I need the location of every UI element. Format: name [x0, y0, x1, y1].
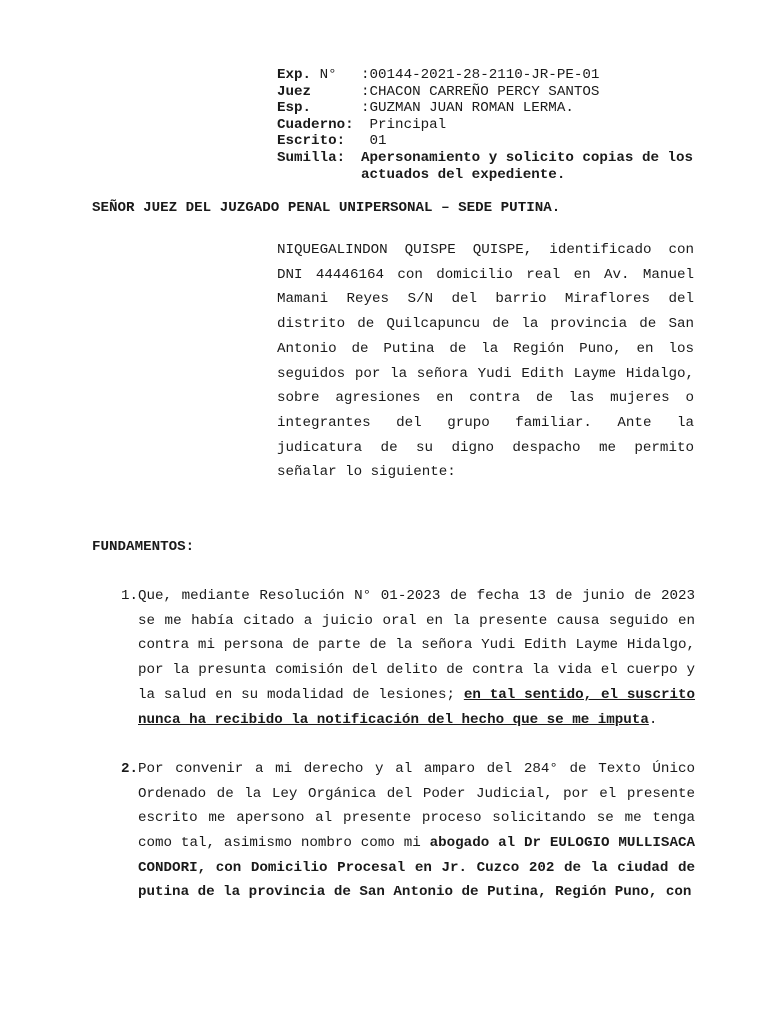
list-item-number: 1.: [120, 588, 138, 604]
header-row-cuaderno: [277, 117, 697, 134]
emphasis-text: en tal sentido, el suscrito nunca ha recibido la notificación del hecho que se me imputa: [138, 686, 696, 728]
header-row-juez: [277, 84, 697, 101]
header-row-sumilla: [277, 150, 697, 183]
list-item: [92, 584, 695, 732]
cuaderno-label: Cuaderno:: [277, 116, 354, 133]
escrito-value: 01: [361, 133, 387, 150]
addressee-line: SEÑOR JUEZ DEL JUZGADO PENAL UNIPERSONAL – SEDE PUTINA.: [92, 200, 561, 216]
section-title-fundamentos: FUNDAMENTOS:: [92, 539, 195, 555]
header-row-esp: [277, 100, 697, 117]
sumilla-value: Apersonamiento y solicito copias de los actuados del expediente.: [361, 149, 694, 183]
exp-label-suffix: N°: [311, 67, 337, 83]
intro-paragraph: NIQUEGALINDON QUISPE QUISPE, identificado con DNI 44446164 con domicilio real en Av. Manuel Mamani Reyes S/N del barrio Miraflores del distrito de Quilcapuncu de la provincia de San Antonio de Putina de la Región Puno, en los seguidos por la señora Yudi Edith Layme Hidalgo, sobre agresiones en contra de las mujeres o integrantes del grupo familiar. Ante la judicatura de su digno despacho me permito señalar lo siguiente:: [277, 242, 694, 481]
header-row-exp: [277, 67, 697, 84]
list-item-text: Por convenir a mi derecho y al amparo del 284° de Texto Único Ordenado de la Ley Orgánica del Poder Judicial, por el presente escrito me apersono al presente proceso solicitando se me tenga como tal, asimismo nombro como mi abogado al Dr EULOGIO MULLISACA CONDORI, con Domicilio Procesal en Jr. Cuzco 202 de la ciudad de putina de la provincia de San Antonio de Putina, Región Puno, con: [138, 760, 695, 901]
cuaderno-value: Principal: [361, 116, 447, 133]
fundamentos-list: [92, 584, 695, 905]
header-row-escrito: [277, 133, 697, 150]
sumilla-label: Sumilla:: [277, 149, 346, 166]
emphasis-text: abogado al Dr EULOGIO MULLISACA CONDORI, con Domicilio Procesal en Jr. Cuzco 202 de la ciudad de putina de la provincia de San Antonio de Putina, Región Puno, con: [138, 835, 695, 901]
exp-value: :00144-2021-28-2110-JR-PE-01: [361, 67, 600, 83]
list-item-number: 2.: [120, 760, 138, 777]
juez-value: :CHACON CARREÑO PERCY SANTOS: [361, 83, 600, 100]
juez-label: Juez: [277, 83, 312, 100]
esp-label: Esp.: [277, 100, 312, 117]
case-header: [277, 67, 697, 183]
esp-value: :GUZMAN JUAN ROMAN LERMA.: [361, 100, 574, 117]
escrito-label: Escrito:: [277, 133, 346, 150]
list-item-text: Que, mediante Resolución N° 01-2023 de fecha 13 de junio de 2023 se me había citado a juicio oral en la presente causa seguido en contra mi persona de parte de la señora Yudi Edith Layme Hidalgo, por la presunta comisión del delito de contra la vida el cuerpo y la salud en su modalidad de lesiones; en tal sentido, el suscrito nunca ha recibido la notificación del hecho que se me imputa.: [138, 588, 696, 728]
list-item: [92, 757, 695, 905]
exp-label: Exp.: [277, 67, 312, 83]
